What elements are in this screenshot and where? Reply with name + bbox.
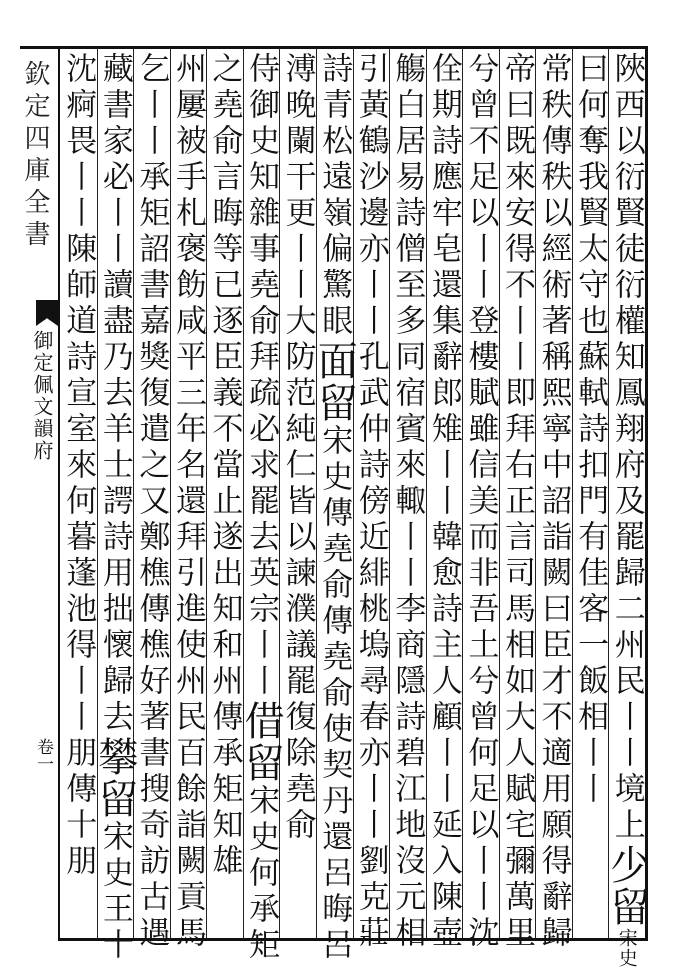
text-segment: 溥晚闌干更丨丨大防范純仁皆以諫濮議罷復除堯俞 (279, 52, 316, 844)
text-segment: 宋史王十 (96, 820, 133, 964)
text-segment: 帝曰既來安得不丨丨即拜右正言司馬相如大人賦宅彌萬里 (499, 52, 536, 952)
text-segment: 之堯俞言晦等已逐臣義不當止遂出知和州傳承矩知雄 (206, 52, 243, 880)
text-segment: 引黃鶴沙邊亦丨丨孔武仲詩傍近緋桃塢尋春亦丨丨劉克莊 (352, 52, 389, 952)
text-segment: 常秩傳秩以經術著稱熙寧中詔詣闕曰臣才不適用願得辭歸 (535, 52, 572, 952)
text-segment: 州屢被手札褒飭咸平三年名還拜引進使州民百餘詣闕貢馬 (169, 52, 206, 952)
text-segment: 兮曾不足以丨丨登樓賦雖信美而非吾土兮曾何足以丨丨沈 (462, 52, 499, 952)
annotation: 宋史 (615, 928, 638, 968)
text-segment: 乞丨丨承矩詔書嘉獎復遣之又鄭樵傳樵好著書搜奇訪古遇 (133, 52, 170, 952)
text-segment: 曰何奪我賢太守也蘇軾詩扣門有佳客一飯相丨丨 (572, 52, 609, 808)
text-column (56, 52, 100, 934)
spine-title: 欽定四庫全書 (20, 60, 50, 252)
text-segment: 侍御史知雜事堯俞拜疏必求罷去英宗丨丨 (243, 52, 280, 700)
text-segment: 詩青松遠嶺偏驚眼 (316, 52, 353, 340)
text-segment: 沈痾畏丨丨陳師道詩宣室來何暮蓬池得丨丨朋傳十朋 (60, 52, 97, 880)
headword: 攀留 (91, 736, 138, 820)
text-segment: 藏書家必丨丨讀盡乃去羊士諤詩用拙懷歸去 (96, 52, 133, 736)
headword: 借留 (238, 700, 285, 784)
text-segment: 陜西以衍賢徒衍權知鳳翔府及罷歸二州民丨丨境上 (608, 52, 645, 844)
text-segment: 宋史何承矩 (243, 784, 280, 964)
headword: 少留 (603, 844, 650, 928)
book-title: 御定佩文韻府 (30, 330, 54, 462)
text-segment: 佺期詩應牢皂還集辭郎雉丨丨韓愈詩主人顧丨丨延入陳壺 (425, 52, 462, 952)
top-border (20, 46, 648, 49)
headword: 面留 (311, 340, 358, 424)
page-number: 卷一 (33, 738, 53, 772)
text-segment: 觴白居易詩僧至多同宿賓來輙丨丨李商隱詩碧江地沒元相 (389, 52, 426, 952)
text-segment: 宋史傳堯俞傳堯俞使契丹還呂晦呂 (316, 424, 353, 964)
